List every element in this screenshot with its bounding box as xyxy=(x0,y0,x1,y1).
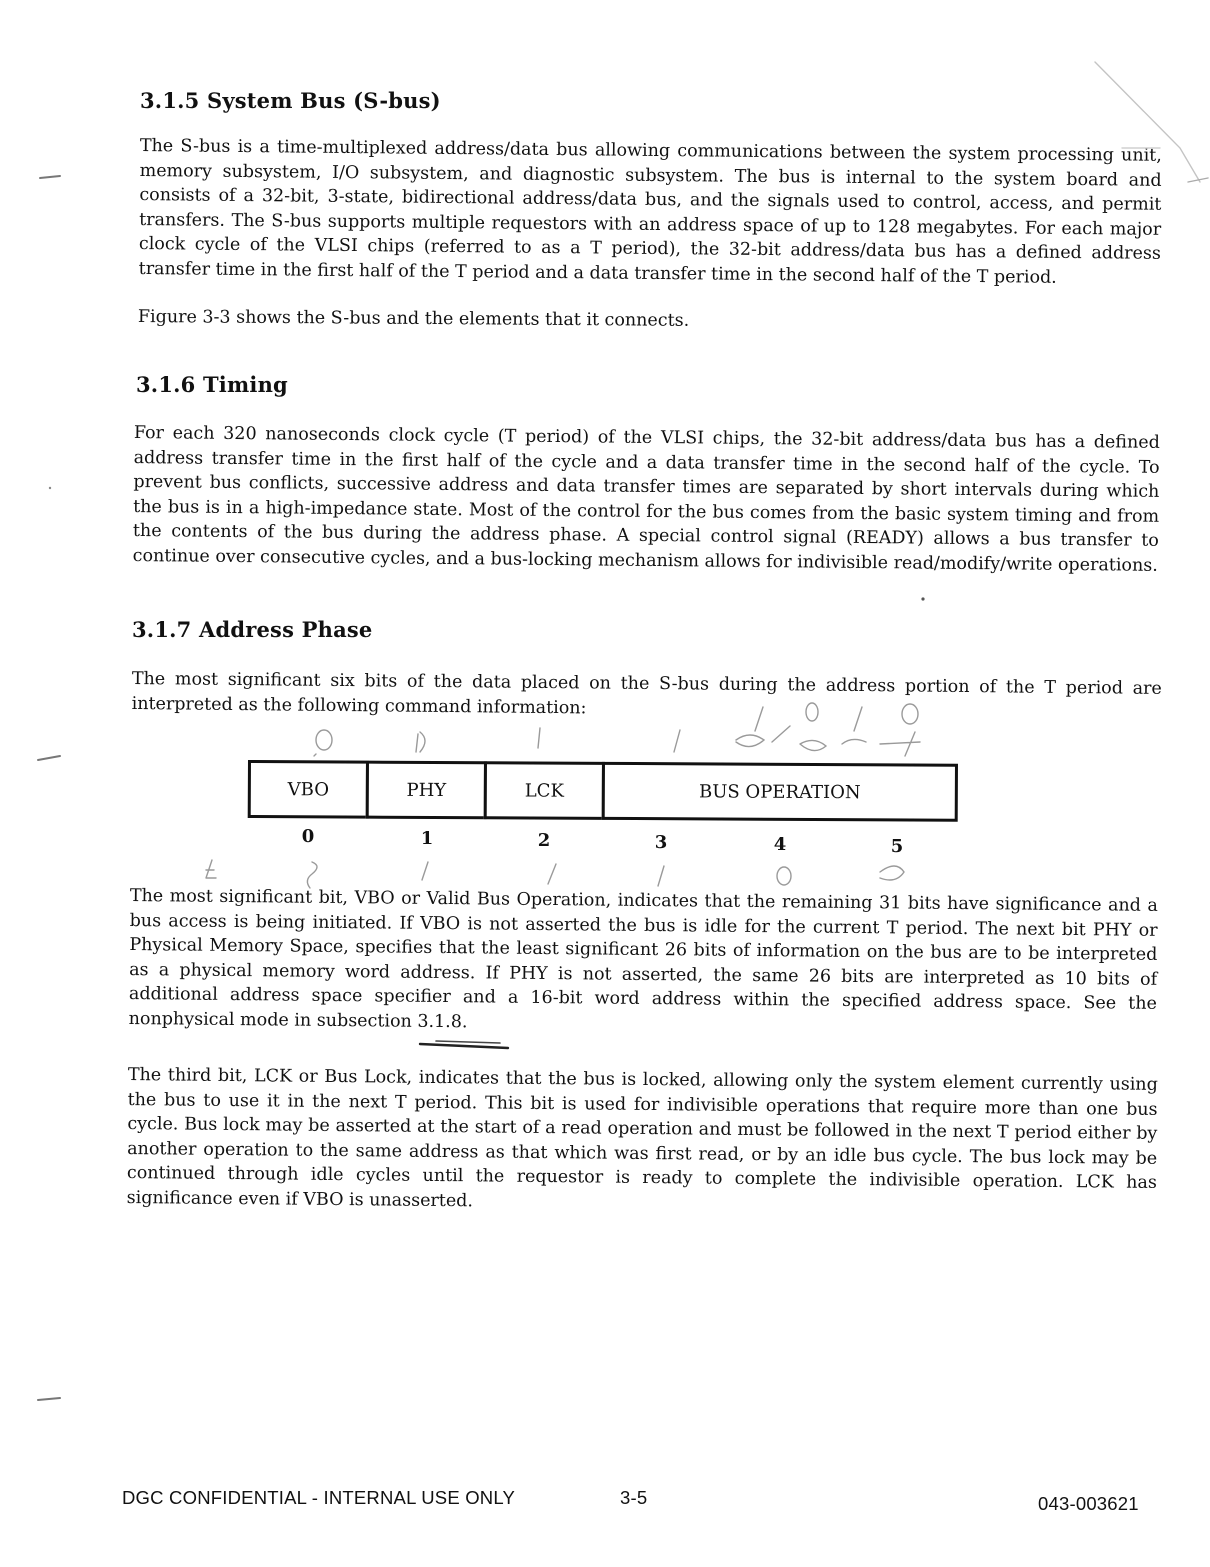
section-heading-timing: 3.1.6 Timing xyxy=(136,372,288,397)
paragraph-vbo-phy: The most significant bit, VBO or Valid Bus Operation, indicates that the remaining 31 bits have significance and a bus access is being initiated. If VBO is not asserted the bus is idle for the current T period. The next bit PHY or Physical Memory Space, specifies that the least significant 26 bits of information on the bus are to be interpreted as a physical memory word address. If PHY is not asserted, the same 26 bits are interpreted as 10 bits of additional address space specifier and a 16-bit word address within the specified address space. See the nonphysical mode in subsection 3.1.8. xyxy=(128,885,1158,1032)
paragraph-address-phase-intro: The most significant six bits of the data placed on the S-bus during the address portion of the T period are interpreted as the following command information: xyxy=(131,668,1162,718)
footer-page-number: 3-5 xyxy=(620,1487,648,1508)
bit-number-1: 1 xyxy=(420,828,434,849)
field-bus-operation: BUS OPERATION xyxy=(602,762,958,822)
bit-number-5: 5 xyxy=(890,836,904,857)
bit-number-3: 3 xyxy=(654,832,668,853)
command-format-diagram xyxy=(248,760,958,830)
field-phy: PHY xyxy=(366,761,487,820)
section-heading-system-bus: 3.1.5 System Bus (S-bus) xyxy=(140,88,441,113)
section-heading-address-phase: 3.1.7 Address Phase xyxy=(132,617,373,642)
paragraph-system-bus: The S-bus is a time-multiplexed address/data bus allowing communications between the system processing unit, memory subsystem, I/O subsystem, and diagnostic subsystem. The bus is internal to the system board and consists of a 32-bit, 3-state, bidirectional address/data bus, and the signals used to control, access, and permit transfers. The S-bus supports multiple requestors with an address space of up to 128 megabytes. For each major clock cycle of the VLSI chips (referred to as a T period), the 32-bit address/data bus has a defined address transfer time in the first half of the T period and a data transfer time in the second half of the T period. xyxy=(138,135,1162,288)
bit-number-4: 4 xyxy=(773,834,787,855)
figure-reference: Figure 3-3 shows the S-bus and the elements that it connects. xyxy=(137,307,690,331)
bit-number-0: 0 xyxy=(301,826,315,847)
footer-confidential: DGC CONFIDENTIAL - INTERNAL USE ONLY xyxy=(122,1487,516,1508)
field-lck: LCK xyxy=(484,761,605,820)
paragraph-timing: For each 320 nanoseconds clock cycle (T period) of the VLSI chips, the 32-bit address/data bus has a defined address transfer time in the first half of the cycle and a data transfer time in the second half of the cycle. To prevent bus conflicts, successive address and data transfer times are separated by short intervals during which the bus is in a high-impedance state. Most of the control for the bus comes from the basic system timing and from the contents of the bus during the address phase. A special control signal (READY) allows a bus transfer to continue over consecutive cycles, and a bus-locking mechanism allows for indivisible read/modify/write operations. xyxy=(132,422,1160,576)
paragraph-lck: The third bit, LCK or Bus Lock, indicates that the bus is locked, allowing only the system element currently using the bus to use it in the next T period. This bit is used for indivisible operations that require more than one bus cycle. Bus lock may be asserted at the start of a read operation and must be followed in the next T period either by another operation to the same address as that which was first read, or by an idle bus cycle. The bus lock may be continued through idle cycles until the requestor is ready to complete the indivisible operation. LCK has significance even if VBO is unasserted. xyxy=(126,1064,1158,1211)
field-vbo: VBO xyxy=(248,760,369,819)
bit-number-2: 2 xyxy=(537,830,551,851)
footer-document-number: 043-003621 xyxy=(1038,1493,1139,1514)
